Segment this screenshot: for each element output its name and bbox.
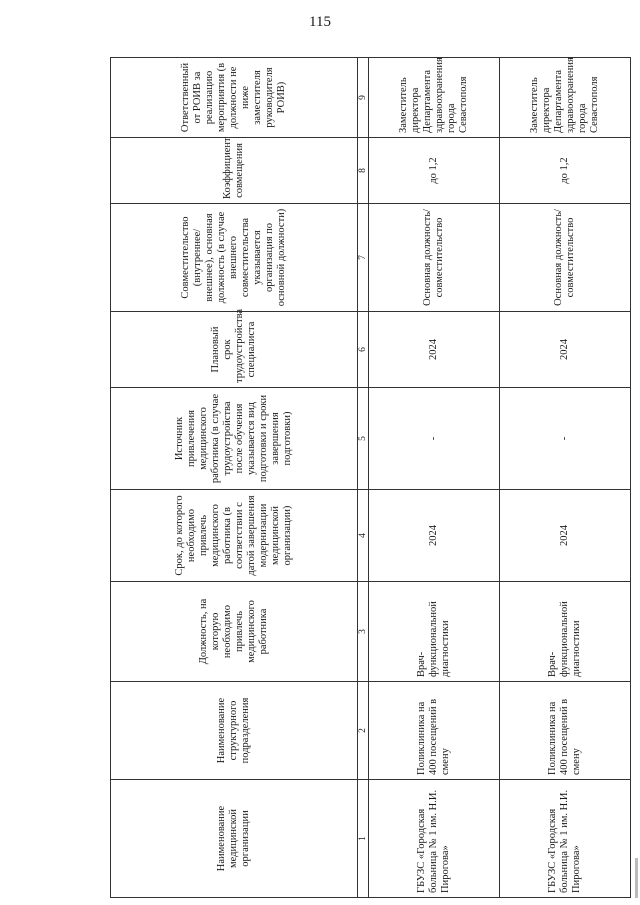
cell-combo: Основная должность/ совместительство: [500, 204, 631, 312]
cell-deadline: 2024: [369, 490, 500, 582]
table-row: [500, 58, 631, 898]
col-number: 4: [358, 490, 369, 582]
cell-unit: Поликлиника на 400 посещений в смену: [500, 682, 631, 780]
cell-responsible: Заместитель директора Департамента здравоохранения города Севастополя: [500, 58, 631, 138]
cell-org: ГБУЗС «Городская больница № 1 им. Н.И. Пирогова»: [369, 780, 500, 898]
col-number: 5: [358, 388, 369, 490]
scan-edge-mark: [635, 858, 638, 898]
cell-combo: Основная должность/ совместительство: [369, 204, 500, 312]
col-number: 9: [358, 58, 369, 138]
header-source: Источник привлечения медицинского работника (в случае трудоустройства после обучения указывается вид подготовки и сроки завершения подготовки): [111, 388, 358, 490]
header-combo: Совместительство (внутреннее/внешнее), основная должность (в случае внешнего совместительства указывается организация по основной должности): [111, 204, 358, 312]
cell-source: -: [500, 388, 631, 490]
col-number: 7: [358, 204, 369, 312]
staffing-table: [110, 57, 631, 898]
cell-plan: 2024: [500, 312, 631, 388]
table-row: [369, 58, 500, 898]
header-unit: Наименование структурного подразделения: [111, 682, 358, 780]
cell-plan: 2024: [369, 312, 500, 388]
header-coef: Коэффициент совмещения: [111, 138, 358, 204]
cell-coef: до 1,2: [369, 138, 500, 204]
page-number: 115: [309, 14, 331, 30]
cell-position: Врач-функциональной диагностики: [369, 582, 500, 682]
col-number: 8: [358, 138, 369, 204]
col-number: 6: [358, 312, 369, 388]
header-plan: Плановый срок трудоустройства специалиста: [111, 312, 358, 388]
cell-unit: Поликлиника на 400 посещений в смену: [369, 682, 500, 780]
cell-coef: до 1,2: [500, 138, 631, 204]
cell-org: ГБУЗС «Городская больница № 1 им. Н.И. Пирогова»: [500, 780, 631, 898]
col-number: 2: [358, 682, 369, 780]
cell-position: Врач-функциональной диагностики: [500, 582, 631, 682]
col-number: 3: [358, 582, 369, 682]
rotated-table-container: [110, 58, 640, 898]
header-deadline: Срок, до которого необходимо привлечь медицинского работника (в соответствии с датой завершения модернизации медицинской организации): [111, 490, 358, 582]
cell-responsible: Заместитель директора Департамента здравоохранения города Севастополя: [369, 58, 500, 138]
cell-source: -: [369, 388, 500, 490]
cell-deadline: 2024: [500, 490, 631, 582]
header-position: Должность, на которую необходимо привлечь медицинского работника: [111, 582, 358, 682]
header-org: Наименование медицинской организации: [111, 780, 358, 898]
header-responsible: Ответственный от РОИВ за реализацию мероприятия (в должности не ниже заместителя руководителя РОИВ): [111, 58, 358, 138]
col-number: 1: [358, 780, 369, 898]
header-row: [111, 58, 358, 898]
column-number-row: [358, 58, 369, 898]
